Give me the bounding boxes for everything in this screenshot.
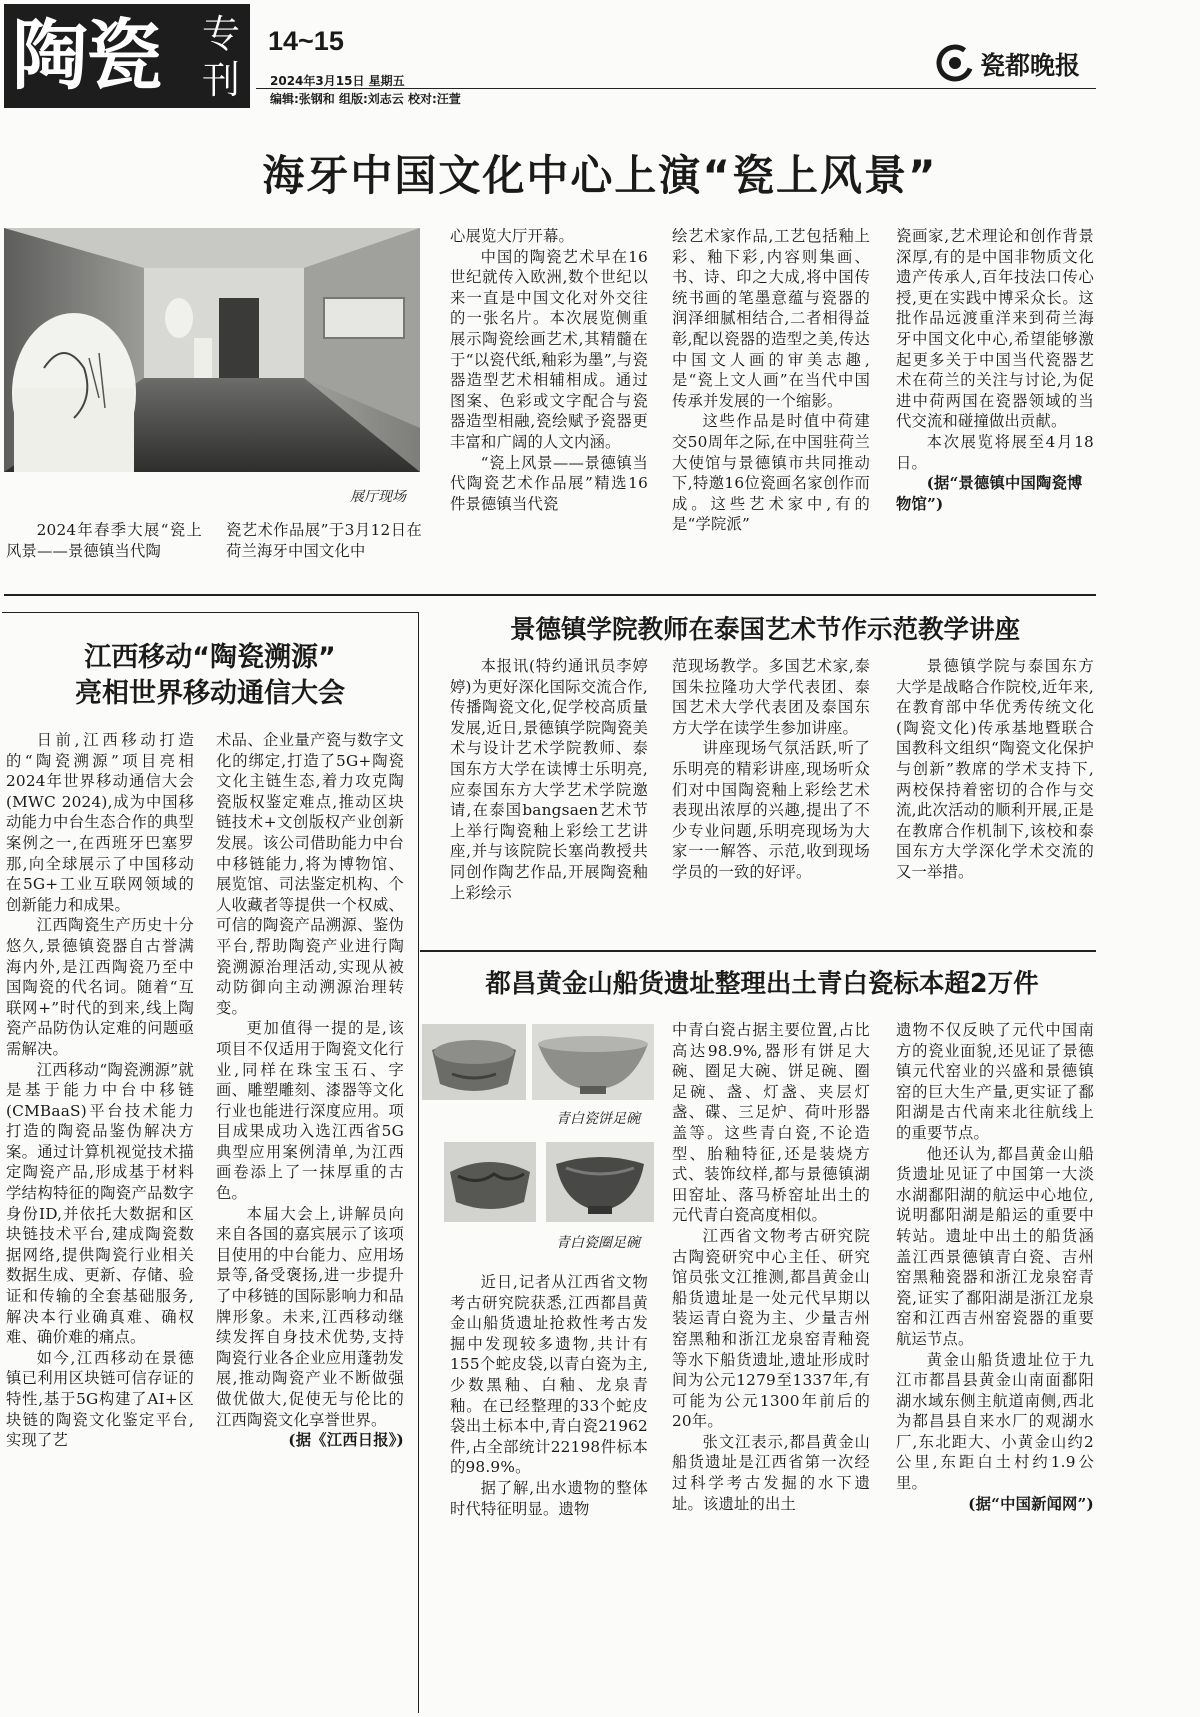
bowl-photo-4 [546,1142,654,1222]
article1-title: 海牙中国文化中心上演“瓷上风景” [262,151,938,200]
article1-col3-p1: 心展览大厅开幕。 [450,227,574,245]
article1-col1 [6,520,202,561]
masthead-rule [256,88,1096,89]
article1-col5 [896,226,1094,514]
article2-col1-p3: 江西移动“陶瓷溯源”就是基于能力中台中移链(CMBaaS)平台技术能力打造的陶瓷品鉴伪解决方案。通过计算机视觉技术描定陶瓷产品,形成基于材料学结构特征的陶瓷产品数字身份ID,并依托大数据和区块链技术平台,建成陶瓷数据网络,提供陶瓷行业相关数据生成、更新、存储、验证和传输的全套基础服务,解决本行业确真难、确权难、确价难的痛点。 [6,1060,194,1347]
article2-col2-p3: 本届大会上,讲解员向来自各国的嘉宾展示了该项目使用的中台能力、应用场景等,备受褒扬,进一步提升了中移链的国际影响力和品牌形象。未来,江西移动继续发挥自身技术优势,支持陶瓷行业各企业应用蓬勃发展,推动陶瓷产业不断做强做优做大,促使无与伦比的江西陶瓷文化享誉世界。 [216,1204,404,1429]
article1-col2-text: 瓷艺术作品展”于3月12日在荷兰海牙中国文化中 [226,521,422,560]
exhibition-hall-photo [4,228,420,472]
bowl-caption-2: 青白瓷圈足碗 [556,1235,640,1251]
article3-col2-p1: 范现场教学。多国艺术家,泰国朱拉隆功大学代表团、泰国艺术大学代表团及泰国东方大学在读学生参加讲座。 [672,657,870,737]
article1-col1-text: 2024年春季大展“瓷上风景——景德镇当代陶 [6,521,202,560]
article4-col2-p1: 中青白瓷占据主要位置,占比高达98.9%,器形有饼足大碗、圈足大碗、饼足碗、圈足碗、盏、灯盏、夹层灯盏、碟、三足炉、荷叶形器盖等。这些青白瓷,不论造型、胎釉特征,还是装烧方式、装饰纹样,都与景德镇湖田窑址、落马桥窑址出土的元代青白瓷高度相似。 [672,1021,870,1225]
editor-credits: 编辑:张钢和 组版:刘志云 校对:汪萱 [270,92,461,106]
article3-title: 景德镇学院教师在泰国艺术节作示范教学讲座 [509,615,1020,645]
article4-title: 都昌黄金山船货遗址整理出土青白瓷标本超2万件 [485,969,1039,999]
section-title-small-2: 刊 [202,58,241,102]
article2-col1-p4: 如今,江西移动在景德镇已利用区块链可信存证的特性,基于5G构建了AI+区块链的陶瓷文化鉴定平台,实现了艺 [6,1348,194,1450]
article1-col3-p3: “瓷上风景——景德镇当代陶瓷艺术作品展”精选16件景德镇当代瓷 [450,453,648,513]
article4-col2-p3: 张文江表示,都昌黄金山船货遗址是江西省第一次经过科学考古发掘的水下遗址。该遗址的出土 [672,1432,870,1513]
article4-col3-p3: 黄金山船货遗址位于九江市都昌县黄金山南面鄱阳湖水域东侧主航道南侧,西北为都昌县自来水厂的观湖水厂,东北距大、小黄金山约2公里,东距白土村约1.9公里。 [896,1350,1094,1493]
article1-col4-p1: 绘艺术家作品,工艺包括釉上彩、釉下彩,内容则集画、书、诗、印之大成,将中国传统书画的笔墨意蕴与瓷器的润泽细腻相结合,二者相得益彰,配以瓷器的造型之美,传达中国文人画的审美志趣,是“瓷上文人画”在当代中国传承并发展的一个缩影。 [672,227,870,410]
article2-title-line2: 亮相世界移动通信大会 [75,678,345,709]
article2-col2 [216,730,404,1451]
article2-col2-p2: 更加值得一提的是,该项目不仅适用于陶瓷文化行业,同样在珠宝玉石、字画、雕塑雕刻、漆器等文化行业也能进行深度应用。项目成果成功入选江西省5G典型应用案例清单,为江西画卷添上了一抹厚重的古色。 [216,1019,404,1203]
article2-source: (据《江西日报》) [288,1431,404,1450]
article4-col1 [450,1272,648,1519]
article4-col3-p2: 他还认为,都昌黄金山船货遗址见证了中国第一大淡水湖鄱阳湖的航运中心地位,说明鄱阳湖是船运的重要中转站。遗址中出土的船货涵盖江西景德镇青白瓷、吉州窑黑釉瓷器和浙江龙泉窑青瓷,证实了鄱阳湖是浙江龙泉窑和江西吉州窑瓷器的重要航运节点。 [896,1144,1094,1348]
photo-caption: 展厅现场 [350,489,406,505]
article1-col4 [672,226,870,535]
article1-col3-p2: 中国的陶瓷艺术早在16世纪就传入欧洲,数个世纪以来一直是中国文化对外交往的一张名片。本次展览侧重展示陶瓷绘画艺术,其精髓在于“以瓷代纸,釉彩为墨”,与瓷器造型艺术相辅相成。通过图案、色彩或文字配合与瓷器造型相融,瓷绘赋予瓷器更丰富和广阔的人文内涵。 [450,247,648,451]
article4-col3 [896,1020,1094,1514]
article3-col2 [672,656,870,883]
article2-col1-p1: 日前,江西移动打造的“陶瓷溯源”项目亮相2024年世界移动通信大会(MWC 2024),成为中国移动能力中台生态合作的典型案例之一,在西班牙巴塞罗那,向全球展示了中国移动在5G+工业互联网领域的创新能力和成果。 [6,731,194,914]
bowl-photo-1 [422,1024,526,1100]
article4-col3-p1: 遗物不仅反映了元代中国南方的瓷业面貌,还见证了景德镇元代窑业的兴盛和景德镇窑的巨大生产量,更实证了鄱阳湖是古代南来北往航线上的重要节点。 [896,1021,1094,1142]
section-title-small-1: 专 [202,12,241,56]
paper-logo-icon [936,44,974,82]
article4-col1-p2: 据了解,出水遗物的整体时代特征明显。遗物 [450,1478,648,1518]
article4-source: (据“中国新闻网”) [968,1494,1094,1513]
article1-col4-p2: 这些作品是时值中荷建交50周年之际,在中国驻荷兰大使馆与景德镇市共同推动下,特邀16位瓷画名家创作而成。这些艺术家中,有的是“学院派” [672,412,870,534]
bowl-caption-1: 青白瓷饼足碗 [556,1111,640,1127]
section-banner [4,4,250,108]
article4-col2-p2: 江西省文物考古研究院古陶瓷研究中心主任、研究馆员张文江推测,都昌黄金山船货遗址是一处元代早期以装运青白瓷为主、少量吉州窑黑釉和浙江龙泉窑青釉瓷等水下船货遗址,遗址形成时间为公元1279至1337年,有可能为公元1300年前后的20年。 [672,1226,870,1431]
section-title-big: 陶瓷 [12,11,160,100]
article1-col5-p2: 本次展览将展至4月18日。 [896,432,1094,472]
article1-source: (据“景德镇中国陶瓷博物馆”) [896,474,1083,513]
article3-col1-p1: 本报讯(特约通讯员李婷婷)为更好深化国际交流合作,传播陶瓷文化,促学校高质量发展,近日,景德镇学院陶瓷美术与设计艺术学院教师、泰国东方大学在读博士乐明亮,应泰国东方大学艺术学院邀请,在泰国bangsaen艺术节上举行陶瓷釉上彩绘工艺讲座,并与该院院长塞尚教授共同创作陶艺作品,开展陶瓷釉上彩绘示 [450,657,648,902]
article1-col2 [226,520,422,561]
article3-col3 [896,656,1094,883]
article4-col1-p1: 近日,记者从江西省文物考古研究院获悉,江西都昌黄金山船货遗址抢救性考古发掘中发现较多遗物,共计有155个蛇皮袋,以青白瓷为主,少数黑釉、白釉、龙泉青釉。在已经整理的33个蛇皮袋出土标本中,青白瓷21962件,占全部统计22198件标本的98.9%。 [450,1273,648,1477]
bowl-photo-3 [444,1142,536,1222]
article1-col3 [450,226,648,514]
article2-col1 [6,730,194,1451]
paper-name: 瓷都晚报 [980,51,1081,80]
issue-date: 2024年3月15日 星期五 [270,74,405,88]
page-numbers: 14~15 [268,26,344,56]
article1-bottom-rule [4,594,1096,596]
article2-col1-p2: 江西陶瓷生产历史十分悠久,景德镇瓷器自古誉满海内外,是江西陶瓷乃至中国陶瓷的代名词。随着“互联网+”时代的到来,线上陶瓷产品防伪认定难的问题亟需解决。 [6,916,194,1058]
article3-col2-p2: 讲座现场气氛活跃,听了乐明亮的精彩讲座,现场听众们对中国陶瓷釉上彩绘艺术表现出浓厚的兴趣,提出了不少专业问题,乐明亮现场为大家一一解答、示范,收到现场学员的一致的好评。 [672,739,870,881]
bowl-photo-2 [532,1024,654,1100]
article3-col1 [450,656,648,903]
article2-col2-p1: 术品、企业量产瓷与数字文化的绑定,打造了5G+陶瓷文化主链生态,着力攻克陶瓷版权鉴定难点,推动区块链技术+文创版权产业创新发展。该公司借助能力中台中移链能力,将为博物馆、展览馆、司法鉴定机构、个人收藏者等提供一个权威、可信的陶瓷产品溯源、鉴伪平台,帮助陶瓷产业进行陶瓷溯源治理活动,实现从被动防御向主动溯源治理转变。 [216,731,404,1017]
article3-bottom-rule [420,950,1096,952]
article1-col5-p1: 瓷画家,艺术理论和创作背景深厚,有的是中国非物质文化遗产传承人,百年技法口传心授,更在实践中博采众长。这批作品远渡重洋来到荷兰海牙中国文化中心,希望能够激起更多关于中国当代瓷器艺术在荷兰的关注与讨论,为促进中荷两国在瓷器领域的当代交流和碰撞做出贡献。 [896,227,1094,431]
article3-col3-p1: 景德镇学院与泰国东方大学是战略合作院校,近年来,在教育部中华优秀传统文化(陶瓷文化)传承基地暨联合国教科文组织“陶瓷文化保护与创新”教席的学术支持下,两校保持着密切的合作与交流,此次活动的顺利开展,正是在教席合作机制下,该校和泰国东方大学深化学术交流的又一举措。 [896,657,1094,881]
article4-col2 [672,1020,870,1514]
article2-title-line1: 江西移动“陶瓷溯源” [84,642,336,673]
newspaper-logo [936,44,1096,84]
